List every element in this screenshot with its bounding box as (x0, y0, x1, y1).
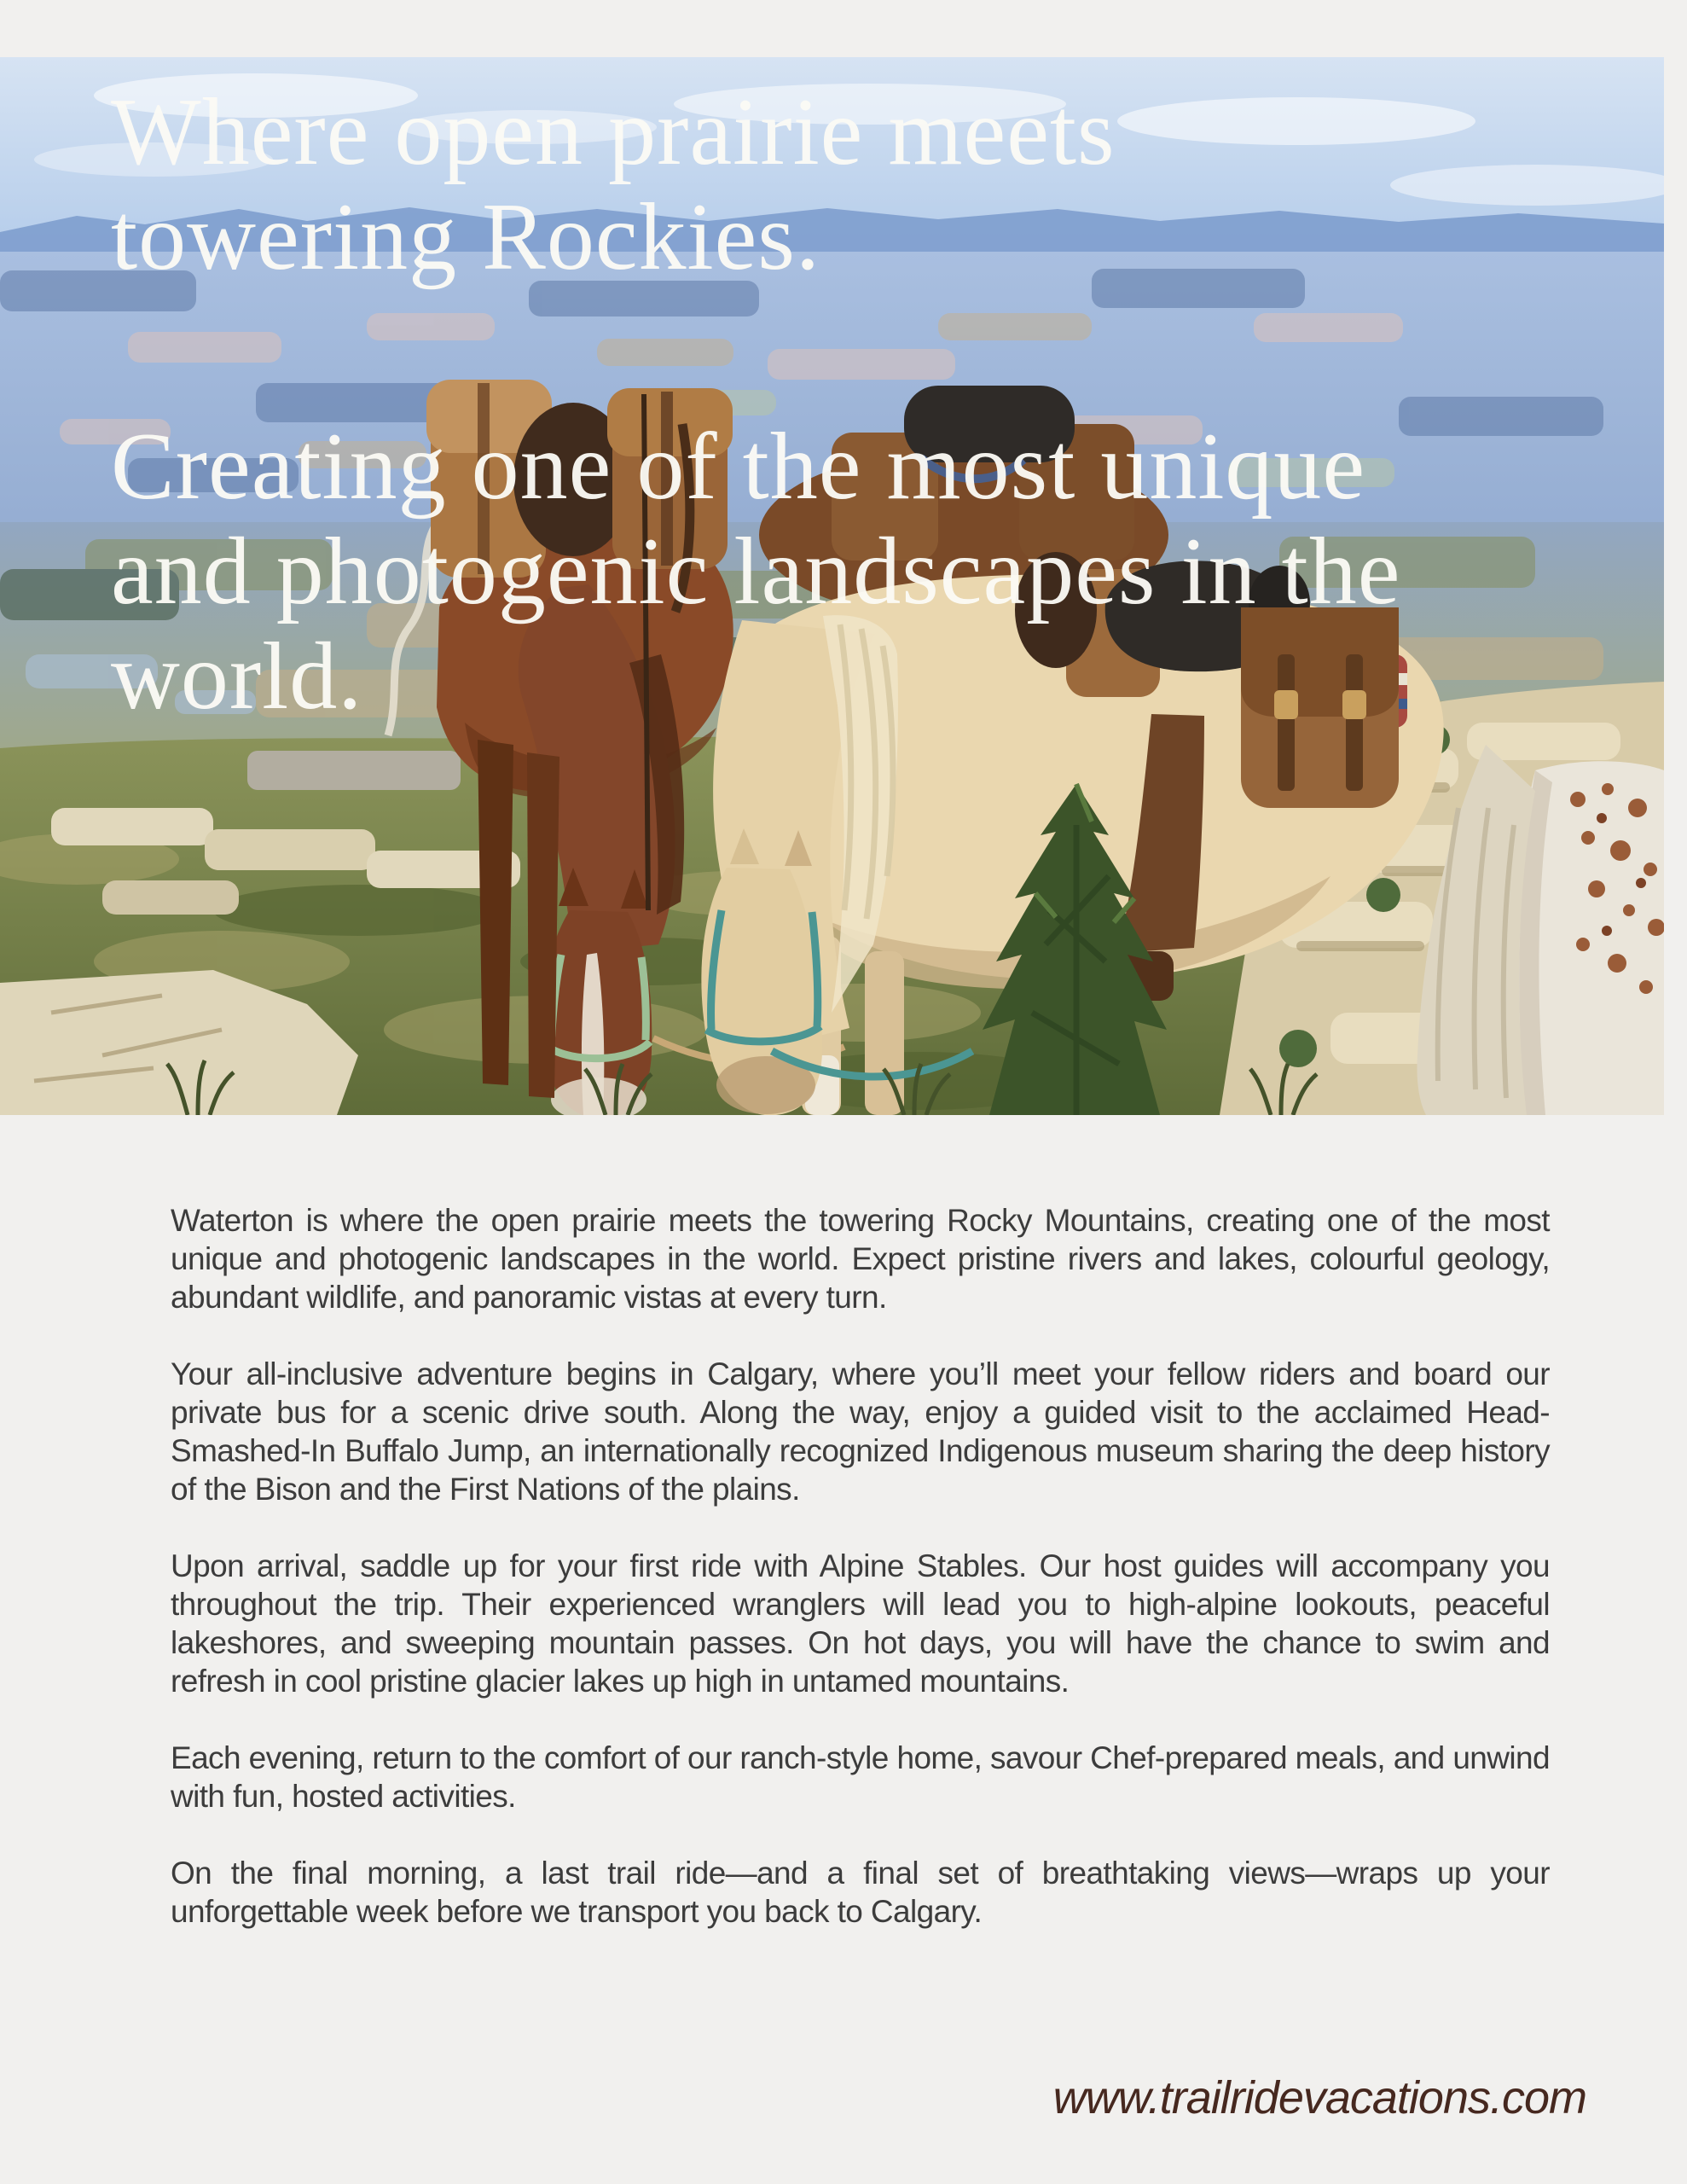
body-paragraph-3: Upon arrival, saddle up for your first ride with Alpine Stables. Our host guides will accompany you throughout the trip. Their experienced wranglers will lead you to high-alpine lookouts, peaceful lakeshores, and sweeping mountain passes. On hot days, you will have the chance to swim and refresh in cool pristine glacier lakes up high in untamed mountains. (171, 1548, 1550, 1699)
body-copy (171, 1201, 1550, 1931)
body-paragraph-2: Your all-inclusive adventure begins in Calgary, where you’ll meet your fellow riders and board our private bus for a scenic drive south. Along the way, enjoy a guided visit to the acclaimed Head-Smashed-In Buffalo Jump, an internationally recognized Indigenous museum sharing the deep history of the Bison and the First Nations of the plains. (171, 1356, 1550, 1507)
website-url[interactable]: www.trailridevacations.com (1052, 2072, 1586, 2123)
headline-line: and photogenic landscapes in the (111, 519, 1401, 624)
hero-photo (0, 57, 1664, 1115)
hero-illustration (0, 57, 1664, 1115)
headline-line: Where open prairie meets (111, 79, 1116, 185)
headline-line: world. (111, 624, 363, 729)
body-paragraph-1: Waterton is where the open prairie meets the towering Rocky Mountains, creating one of the most unique and photogenic landscapes in the world. Expect pristine rivers and lakes, colourful geology, abundant wildlife, and panoramic vistas at every turn. (171, 1203, 1550, 1315)
body-paragraph-4: Each evening, return to the comfort of our ranch-style home, savour Chef-prepared meals, and unwind with fun, hosted activities. (171, 1740, 1550, 1814)
headline-line: towering Rockies. (111, 184, 820, 290)
body-paragraph-5: On the final morning, a last trail ride—and a final set of breathtaking views—wraps up your unforgettable week before we transport you back to Calgary. (171, 1856, 1550, 1929)
headline-line: Creating one of the most unique (111, 414, 1366, 520)
